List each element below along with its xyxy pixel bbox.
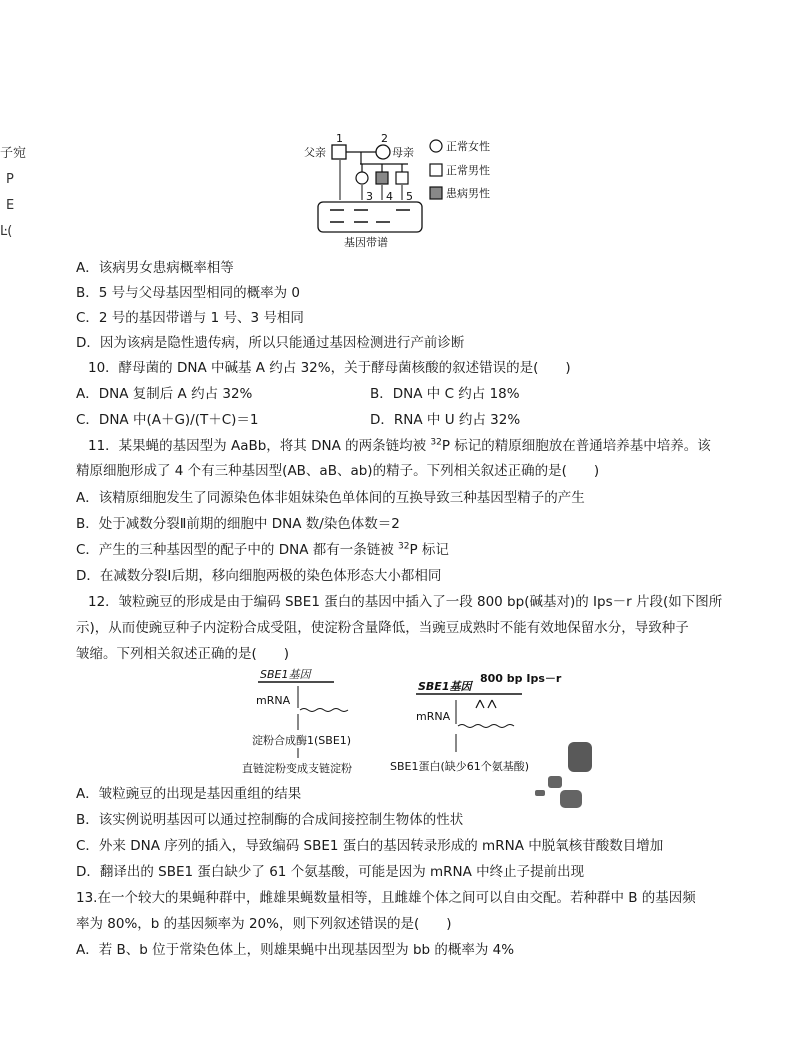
- father-symbol: [332, 145, 346, 159]
- q12-stem-line-1: 12．皱粒豌豆的形成是由于编码 SBE1 蛋白的基因中插入了一段 800 bp(碱基对)的 Ips－r 片段(如下图所: [88, 594, 723, 610]
- right-gene-label: SBE1基因: [418, 680, 472, 693]
- q12-option-d: D．翻译出的 SBE1 蛋白缺少了 61 个氨基酸，可能是因为 mRNA 中终止子提前出现: [76, 864, 585, 880]
- mother-label: 母亲: [392, 146, 414, 159]
- margin-fragment-4: Ŀ(: [0, 224, 13, 239]
- right-result-label: SBE1蛋白(缺少61个氨基酸): [390, 760, 530, 773]
- ind-2-label: 2: [381, 132, 388, 145]
- gel-box: [318, 202, 422, 232]
- q10-option-b: B．DNA 中 C 约占 18%: [370, 386, 520, 402]
- legend-female-symbol: [430, 140, 442, 152]
- q11-option-b: B．处于减数分裂Ⅱ前期的细胞中 DNA 数/染色体数＝2: [76, 516, 400, 532]
- scan-blot-3: [535, 790, 545, 796]
- sbe1-diagram: [230, 664, 600, 780]
- left-gene-label: SBE1基因: [260, 668, 311, 681]
- margin-fragment-3: E: [6, 198, 15, 213]
- q11-stem-line-1: [88, 436, 711, 456]
- left-result-label: 直链淀粉变成支链淀粉: [242, 762, 352, 775]
- q11-stem-part-2: P 标记的精原细胞放在普通培养基中培养。该: [441, 438, 711, 454]
- q11-option-c-superscript: 32: [398, 541, 410, 552]
- q11-option-a: A．该精原细胞发生了同源染色体非姐妹染色单体间的互换导致三种基因型精子的产生: [76, 490, 585, 506]
- q12-option-a: A．皱粒豌豆的出现是基因重组的结果: [76, 786, 302, 802]
- q9-option-c: C．2 号的基因带谱与 1 号、3 号相同: [76, 310, 304, 326]
- q11-option-c-part-1: C．产生的三种基因型的配子中的 DNA 都有一条链被: [76, 542, 399, 558]
- q11-option-d: D．在减数分裂Ⅰ后期，移向细胞两极的染色体形态大小都相同: [76, 568, 442, 584]
- father-label: 父亲: [304, 146, 326, 159]
- scan-blot-4: [560, 790, 582, 808]
- legend-affected-male: 患病男性: [446, 187, 490, 200]
- legend-normal-female: 正常女性: [446, 140, 490, 153]
- right-mrna-label: mRNA: [416, 710, 451, 723]
- legend-affected-symbol: [430, 187, 442, 199]
- mother-symbol: [376, 145, 390, 159]
- ind-3-symbol: [356, 172, 368, 184]
- q11-option-c: [76, 540, 449, 560]
- right-mrna-wave: [458, 725, 514, 728]
- q12-stem-line-3: 皱缩。下列相关叙述正确的是( ): [76, 646, 290, 662]
- scan-blot-2: [548, 776, 562, 788]
- legend-male-symbol: [430, 164, 442, 176]
- pedigree-diagram: [300, 130, 510, 250]
- margin-fragment-1: 子宛: [0, 146, 27, 161]
- ind-4-symbol: [376, 172, 388, 184]
- q13-stem-line-1: 13.在一个较大的果蝇种群中，雌雄果蝇数量相等，且雌雄个体之间可以自由交配。若种群中 B 的基因频: [76, 890, 696, 906]
- q9-option-a: A．该病男女患病概率相等: [76, 260, 234, 276]
- q10-option-c: C．DNA 中(A＋G)/(T＋C)＝1: [76, 412, 259, 428]
- left-mrna-wave: [300, 709, 348, 712]
- left-mrna-label: mRNA: [256, 694, 291, 707]
- left-enzyme-label: 淀粉合成酶1(SBE1): [252, 734, 352, 747]
- q10-option-a: A．DNA 复制后 A 约占 32%: [76, 386, 253, 402]
- q10-stem: 10．酵母菌的 DNA 中碱基 A 约占 32%，关于酵母菌核酸的叙述错误的是( ): [88, 360, 571, 376]
- q11-stem-line-2: 精原细胞形成了 4 个有三种基因型(AB、aB、ab)的精子。下列相关叙述正确的是( ): [76, 463, 600, 479]
- ind-4-label: 4: [386, 190, 393, 203]
- q12-stem-line-2: 示)，从而使豌豆种子内淀粉合成受阻，使淀粉含量降低，当豌豆成熟时不能有效地保留水分，导致种子: [76, 620, 689, 636]
- ind-5-label: 5: [406, 190, 413, 203]
- q11-option-c-part-2: P 标记: [409, 542, 449, 558]
- ind-1-label: 1: [336, 132, 343, 145]
- band-caption: 基因带谱: [344, 236, 388, 249]
- q9-option-b: B．5 号与父母基因型相同的概率为 0: [76, 285, 301, 301]
- q9-option-d: D．因为该病是隐性遗传病，所以只能通过基因检测进行产前诊断: [76, 335, 465, 351]
- q13-option-a: A．若 B、b 位于常染色体上，则雄果蝇中出现基因型为 bb 的概率为 4%: [76, 942, 515, 958]
- q10-option-d: D．RNA 中 U 约占 32%: [370, 412, 521, 428]
- q12-option-c: C．外来 DNA 序列的插入，导致编码 SBE1 蛋白的基因转录形成的 mRNA 中脱氧核苷酸数目增加: [76, 838, 664, 854]
- ind-3-label: 3: [366, 190, 373, 203]
- q11-stem-part-1: 11．某果蝇的基因型为 AaBb，将其 DNA 的两条链均被: [88, 438, 431, 454]
- insert-markers: [476, 700, 496, 708]
- margin-fragment-2: P: [6, 172, 14, 187]
- scan-blot-1: [568, 742, 592, 772]
- ind-5-symbol: [396, 172, 408, 184]
- q13-stem-line-2: 率为 80%，b 的基因频率为 20%，则下列叙述错误的是( ): [76, 916, 452, 932]
- legend-normal-male: 正常男性: [446, 164, 490, 177]
- q12-option-b: B．该实例说明基因可以通过控制酶的合成间接控制生物体的性状: [76, 812, 464, 828]
- q11-superscript: 32: [430, 437, 442, 448]
- right-insert-label: 800 bp Ips－r: [480, 672, 562, 685]
